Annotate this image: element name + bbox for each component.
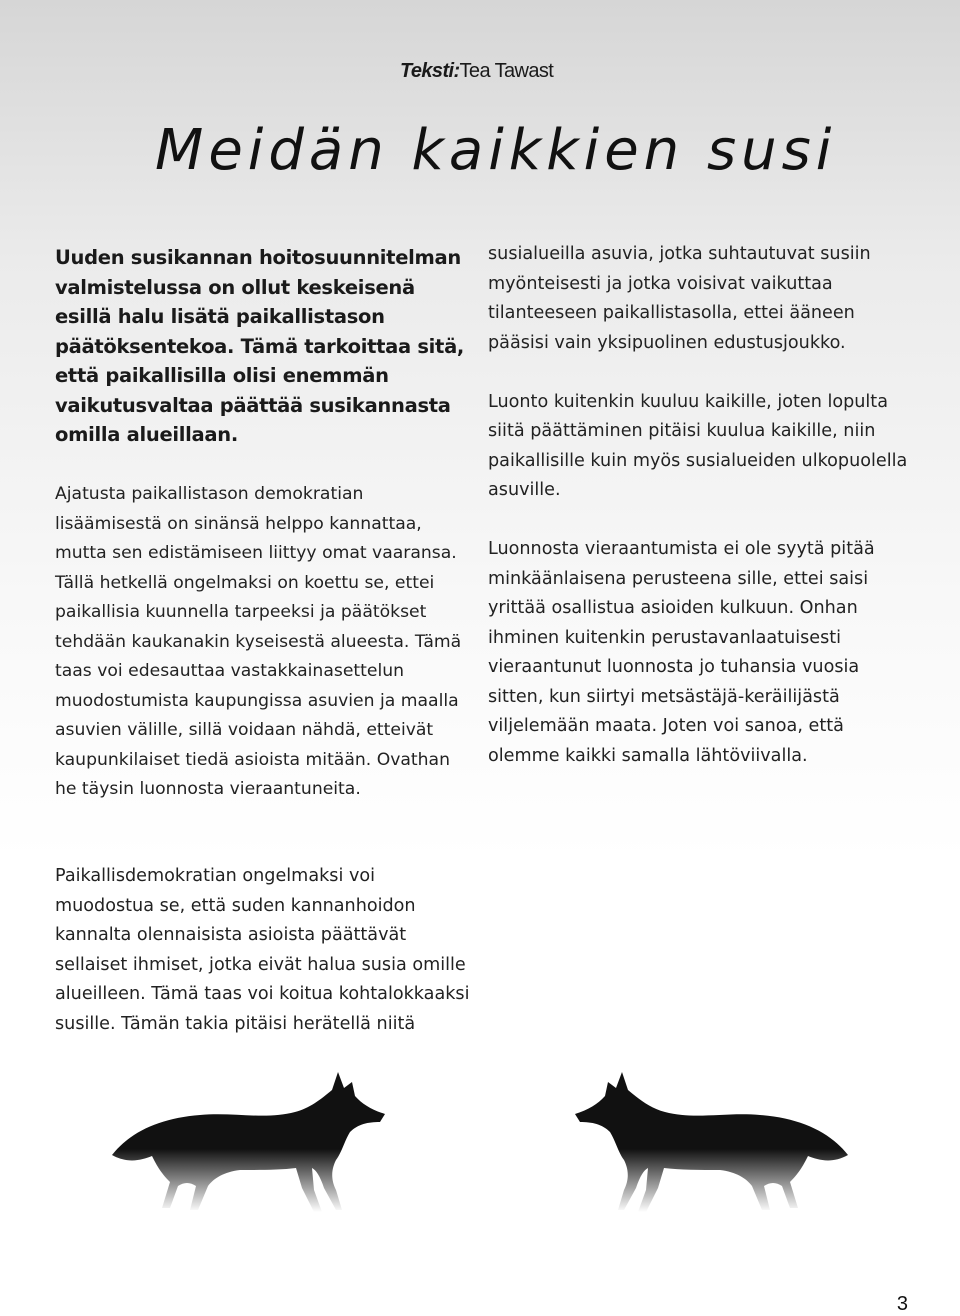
right-column bbox=[488, 240, 908, 771]
right-paragraph-1: susialueilla asuvia, jotka suhtautuvat susiin myönteisesti ja jotka voisivat vaikuttaa tilanteeseen paikallistasolla, ettei ääneen pääsisi vain yksipuolinen edustusjoukko. bbox=[488, 244, 871, 353]
left-body-paragraph: Ajatusta paikallistason demokratian lisäämisestä on sinänsä helppo kannattaa, mutta sen edistämiseen liittyy omat vaaransa. Tällä hetkellä ongelmaksi on koettu se, ettei paikallisia kuunnella tarpeeksi ja päätökset tehdään kaukanakin kyseisestä alueesta. Tämä taas voi edesauttaa vastakkainasettelun muodostumista kaupungissa asuvien ja maalla asuvien välille, sillä voidaan nähdä, etteivät kaupunkilaiset tiedä asioista mitään. Ovathan he täysin luonnosta vieraantuneita. bbox=[55, 484, 462, 799]
right-paragraph-2: Luonto kuitenkin kuuluu kaikille, joten lopulta siitä päättäminen pitäisi kuulua kaikille, niin paikallisille kuin myös susialueiden ulkopuolella asuville. bbox=[488, 391, 908, 500]
lead-paragraph: Uuden susikannan hoitosuunnitelman valmistelussa on ollut keskeisenä esillä halu lisätä paikallistason päätöksentekoa. Tämä tarkoittaa sitä, että paikallisilla olisi enemmän vaikutusvaltaa päättää susikannasta omilla alueillaan. bbox=[55, 246, 465, 446]
article-title: Meidän kaikkien susi bbox=[155, 118, 837, 183]
wolf-right-icon bbox=[575, 1072, 848, 1212]
byline-label: Teksti: bbox=[400, 60, 460, 82]
byline-author: Tea Tawast bbox=[459, 60, 554, 82]
right-paragraph-3: Luonnosta vieraantumista ei ole syytä pitää minkäänlaisena perusteena sille, ettei saisi yrittää osallistua asioiden kulkuun. Onhan ihminen kuitenkin perustavanlaatuisesti vieraantunut luonnosta jo tuhansia vuosia sitten, kun siirtyi metsästäjä-keräilijästä viljelemään maata. Joten voi sanoa, että olemme kaikki samalla lähtöviivalla. bbox=[488, 539, 875, 766]
byline bbox=[400, 60, 553, 83]
page-number: 3 bbox=[896, 1293, 908, 1315]
wolves-illustration bbox=[100, 1060, 860, 1240]
wolf-left-icon bbox=[112, 1072, 385, 1212]
left-bottom-paragraph: Paikallisdemokratian ongelmaksi voi muodostua se, että suden kannanhoidon kannalta olennaisista asioista päättävät sellaiset ihmiset, jotka eivät halua susia omille alueilleen. Tämä taas voi koitua kohtalokkaaksi susille. Tämän takia pitäisi herätellä niitä bbox=[55, 866, 470, 1034]
